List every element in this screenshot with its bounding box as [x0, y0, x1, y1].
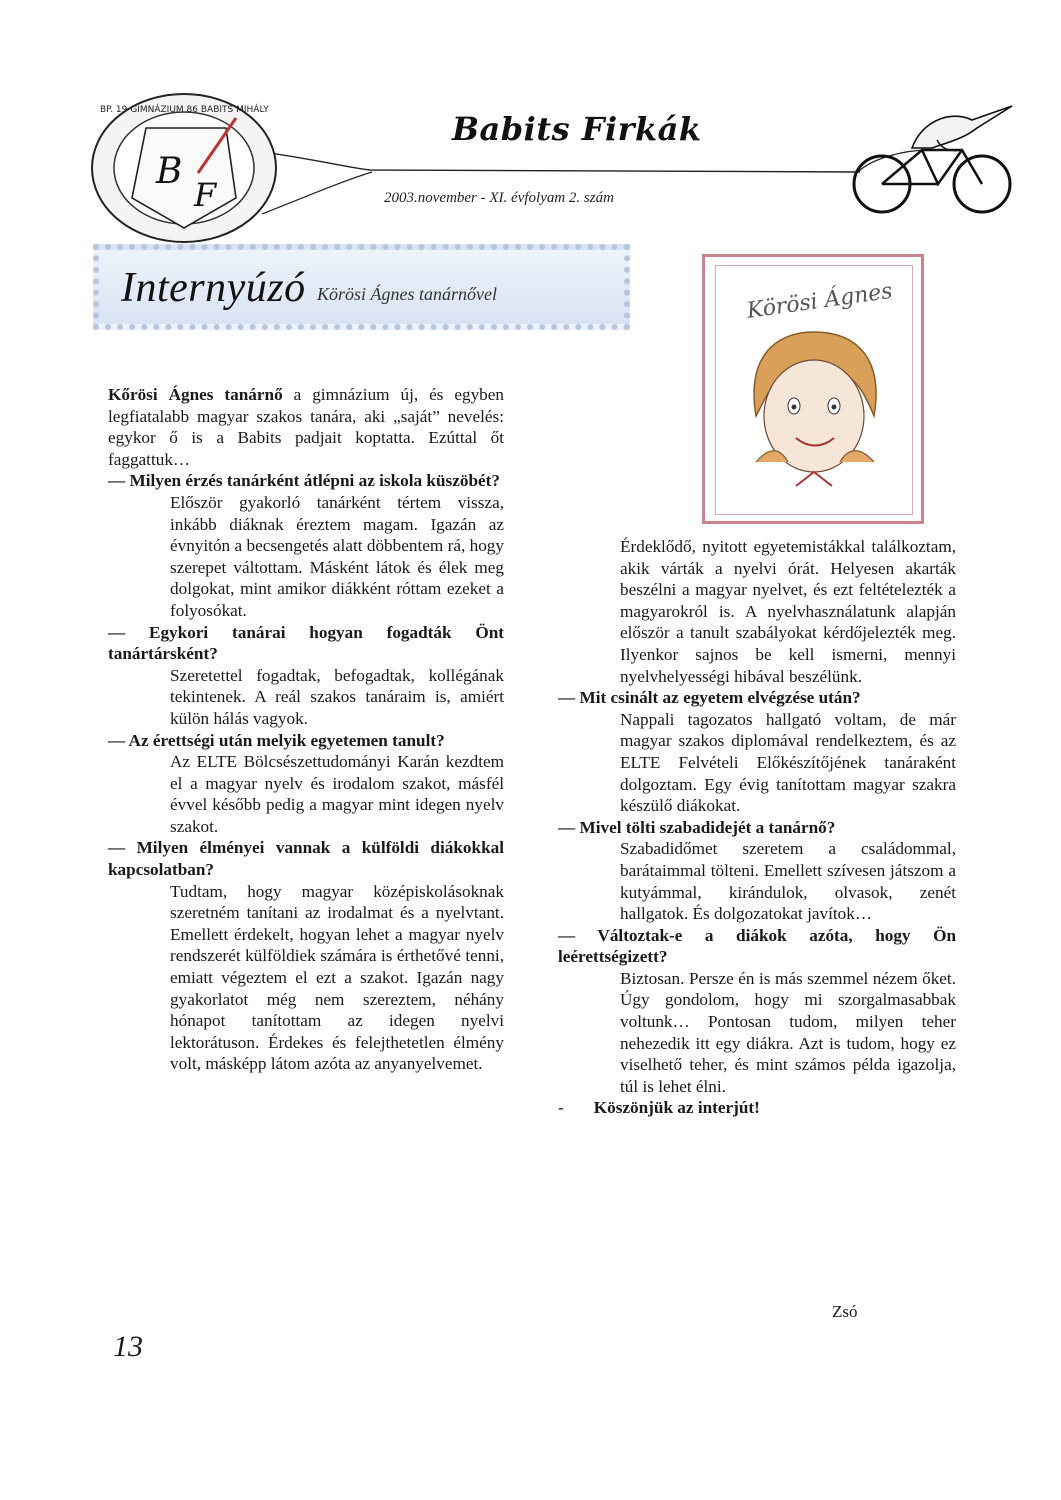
answer-4-continued: Érdeklődő, nyitott egyetemistákkal találkoztam, akik várták a nyelvi órát. Helyesen akarták beszélni a magyar nyelvet, és ezt feltételezték a magyarokról is. A nyelvhasználatunk alapján először a tanult szabályokat kérdőjelezték meg. Ilyenkor sajnos be kell ismerni, mennyi nyelvhelyességi hibával beszélünk. — [620, 537, 956, 686]
answer-7: Biztosan. Persze én is más szemmel nézem őket. Úgy gondolom, hogy mi szorgalmasabbak voltunk… Pontosan tudom, milyen teher nehezedik itt egy diákra. Azt is tudom, hogy ez viselhető teher, és mint számos példa igazolja, túl is lehet élni. — [620, 968, 956, 1096]
closing-dash: - — [558, 1098, 564, 1118]
banner-title: Internyúzó — [121, 265, 306, 311]
answer-1: Először gyakorló tanárként tértem vissza, inkább diáknak éreztem magam. Igazán az évnyitón a becsengetés alatt döbbentem rá, hogy szerepet váltottam. Másként látok és élek meg dolgokat, mint amikor diákként róttam ezeket a folyosókat. — [170, 492, 504, 620]
answer-2: Szeretettel fogadtak, befogadtak, kollégának tekintenek. A reál szakos tanáraim is, amiért külön hálás vagyok. — [170, 665, 504, 728]
answer-3: Az ELTE Bölcsészettudományi Karán kezdtem el a magyar nyelv és irodalom szakot, másfél évvel később pedig a magyar mint idegen nyelv szakot. — [170, 752, 504, 836]
section-banner — [93, 244, 630, 330]
logo-letter-f: F — [194, 176, 217, 214]
logo-letter-b: B — [156, 151, 183, 192]
question-5: — Mit csinált az egyetem elvégzése után? — [558, 688, 861, 708]
portrait-frame — [702, 254, 924, 524]
question-6: — Mivel tölti szabadidejét a tanárnő? — [558, 817, 836, 837]
question-4: — Milyen élményei vannak a külföldi diákokkal kapcsolatban? — [108, 838, 504, 880]
question-7: — Változtak-e a diákok azóta, hogy Ön leérettségizett? — [558, 925, 956, 967]
portrait-drawing — [715, 265, 913, 515]
portrait-caption: Körösi Ágnes — [745, 278, 895, 324]
article-column-left — [108, 384, 504, 1075]
bicycle-bird-icon — [842, 100, 1022, 220]
answer-5: Nappali tagozatos hallgató voltam, de már magyar szakos diplomával rendelkeztem, és az ELTE Felvételi Előkészítőjének tanáraként dolgoztam. Egy évig tanítottam magyar szakra készülő diákokat. — [620, 709, 956, 816]
author-signature: Zsó — [832, 1302, 858, 1321]
closing-line — [558, 1097, 956, 1119]
question-3: — Az érettségi után melyik egyetemen tanult? — [108, 730, 445, 750]
intro-text: a gimnázium új, és egyben legfiatalabb magyar szakos tanára, aki „saját” nevelés: egykor ő is a Babits padjait koptatta. Ezúttal őt faggattuk… — [108, 385, 504, 469]
answer-4: Tudtam, hogy magyar középiskolásoknak szeretném tanítani az irodalmat és a nyelvtant. Emellett érdekelt, hogyan lehet a magyar nyelv rendszerét külföldiek számára is érthetővé tenni, emiatt végeztem el ezt a szakot. Igazán nagy gyakorlatot még nem szereztem, néhány hónapot tanítottam az idegen nyelvi lektorátuson. Érdekes és felejthetetlen élmény volt, másképp látom azóta az anyanyelvemet. — [170, 881, 504, 1074]
banner-subtitle: Körösi Ágnes tanárnővel — [317, 284, 497, 304]
answer-6: Szabadidőmet szeretem a családommal, barátaimmal tölteni. Emellett szívesen játszom a kutyámmal, kirándulok, olvasok, zenét hallgatok. És dolgozatokat javítok… — [620, 839, 956, 924]
school-logo — [86, 78, 282, 248]
intro-paragraph — [108, 384, 504, 470]
question-2: — Egykori tanárai hogyan fogadták Önt tanártársként? — [108, 622, 504, 664]
masthead-title: Babits Firkák — [452, 110, 702, 148]
portrait-sketch — [716, 266, 912, 514]
page-number: 13 — [113, 1330, 143, 1363]
intro-name: Kőrösi Ágnes tanárnő — [108, 385, 283, 404]
closing-thanks: Köszönjük az interjút! — [593, 1098, 760, 1118]
issue-line: 2003.november - XI. évfolyam 2. szám — [384, 190, 614, 206]
article-column-right — [558, 536, 956, 1119]
question-1: — Milyen érzés tanárként átlépni az iskola küszöbét? — [108, 471, 500, 491]
logo-ring-text: BP. 19 GIMNÁZIUM 86 BABITS MIHÁLY — [100, 105, 269, 115]
